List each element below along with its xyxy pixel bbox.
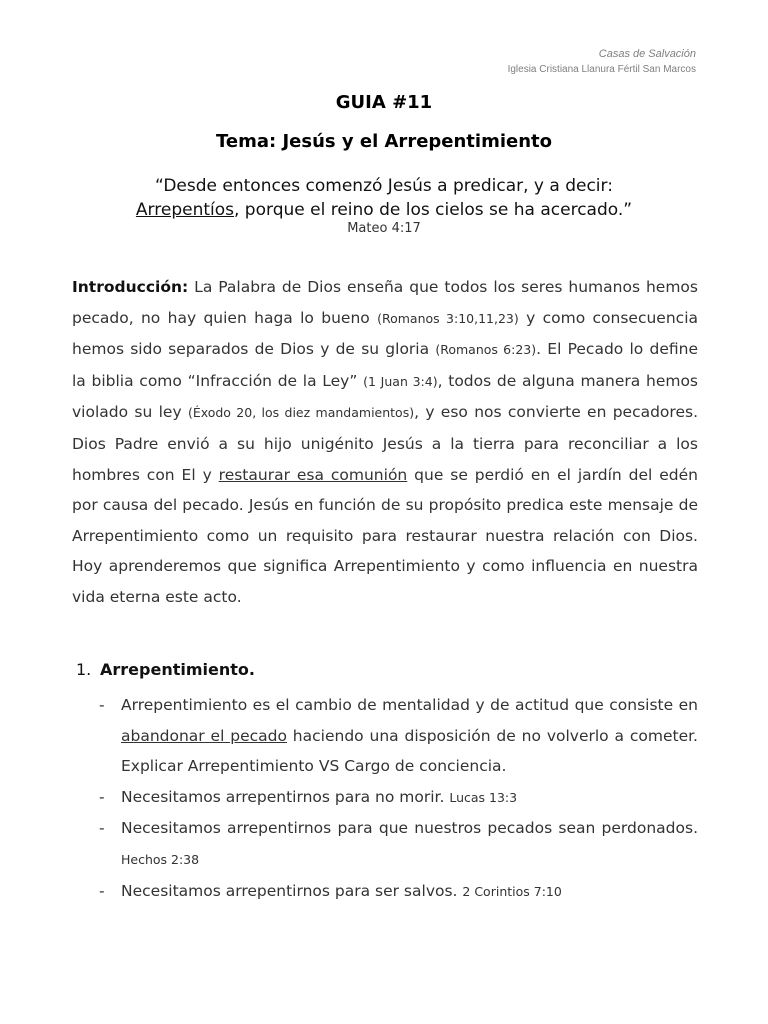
page-header bbox=[508, 46, 696, 78]
introduction-paragraph bbox=[72, 272, 698, 613]
bullet-2-text: Necesitamos arrepentirnos para no morir. bbox=[121, 787, 450, 806]
intro-text-2: y como consecuencia hemos sido separados de Dios y de su gloria bbox=[72, 308, 698, 359]
intro-text-5: , y eso nos convierte en pecadores. Dios Padre envió a su hijo unigénito Jesús a la tierra para reconciliar a los hombres con El y bbox=[72, 403, 698, 484]
header-org: Casas de Salvación bbox=[598, 48, 696, 60]
bullet-dash: - bbox=[99, 819, 105, 838]
section-number: 1. bbox=[76, 660, 92, 679]
bullet-2-ref: Lucas 13:3 bbox=[449, 789, 518, 805]
verse-line-2 bbox=[0, 198, 768, 222]
bullet-list bbox=[96, 690, 698, 907]
section-heading bbox=[76, 660, 255, 679]
verse-underlined-word: Arrepentíos bbox=[135, 200, 234, 220]
bullet-3-ref: Hechos 2:38 bbox=[121, 851, 200, 867]
bullet-4-text: Necesitamos arrepentirnos para ser salvos. bbox=[121, 881, 463, 900]
list-item bbox=[96, 782, 698, 814]
intro-text-4: , todos de alguna manera hemos violado su ley bbox=[72, 371, 699, 422]
bullet-1-text-a: Arrepentimiento es el cambio de mentalidad y de actitud que consiste en bbox=[121, 696, 698, 714]
verse-line-2-rest: , porque el reino de los cielos se ha acercado.” bbox=[234, 200, 633, 220]
guide-theme: Tema: Jesús y el Arrepentimiento bbox=[215, 131, 552, 152]
verse-line-1: “Desde entonces comenzó Jesús a predicar, y a decir: bbox=[155, 176, 613, 196]
intro-ref-3: (1 Juan 3:4) bbox=[363, 373, 438, 389]
header-church: Iglesia Cristiana Llanura Fértil San Marcos bbox=[507, 64, 696, 75]
verse-reference: Mateo 4:17 bbox=[347, 221, 421, 236]
intro-ref-1: (Romanos 3:10,11,23) bbox=[377, 310, 519, 326]
list-item bbox=[96, 876, 698, 908]
section-title: Arrepentimiento. bbox=[100, 660, 255, 679]
intro-text-3: . El Pecado lo define la biblia como “Infracción de la Ley” bbox=[72, 340, 698, 390]
bullet-4-ref: 2 Corintios 7:10 bbox=[462, 883, 562, 899]
bullet-dash: - bbox=[99, 787, 105, 806]
bullet-dash: - bbox=[99, 881, 105, 900]
bullet-1-underlined: abandonar el pecado bbox=[121, 726, 287, 745]
list-item bbox=[96, 690, 698, 782]
intro-text-1: La Palabra de Dios enseña que todos los seres humanos hemos pecado, no hay quien haga lo bueno bbox=[72, 278, 698, 327]
bullet-3-text: Necesitamos arrepentirnos para que nuestros pecados sean perdonados. bbox=[121, 819, 698, 838]
intro-ref-4: (Éxodo 20, los diez mandamientos) bbox=[187, 405, 415, 421]
key-verse bbox=[0, 174, 768, 222]
intro-lead: Introducción: bbox=[72, 278, 189, 296]
guide-title: GUIA #11 bbox=[335, 92, 433, 113]
bullet-dash: - bbox=[99, 696, 105, 714]
bullet-1-text-b: haciendo una disposición de no volverlo a cometer. Explicar Arrepentimiento VS Cargo de conciencia. bbox=[121, 726, 698, 776]
intro-underlined: restaurar esa comunión bbox=[218, 465, 408, 484]
intro-ref-2: (Romanos 6:23) bbox=[435, 342, 537, 358]
intro-text-6: que se perdió en el jardín del edén por causa del pecado. Jesús en función de su propósito predica este mensaje de Arrepentimiento como un requisito para restaurar nuestra relación con Dios. Hoy aprenderemos que significa Arrepentimiento y como influencia en nuestra vida eterna este acto. bbox=[72, 465, 698, 606]
list-item bbox=[96, 813, 698, 875]
